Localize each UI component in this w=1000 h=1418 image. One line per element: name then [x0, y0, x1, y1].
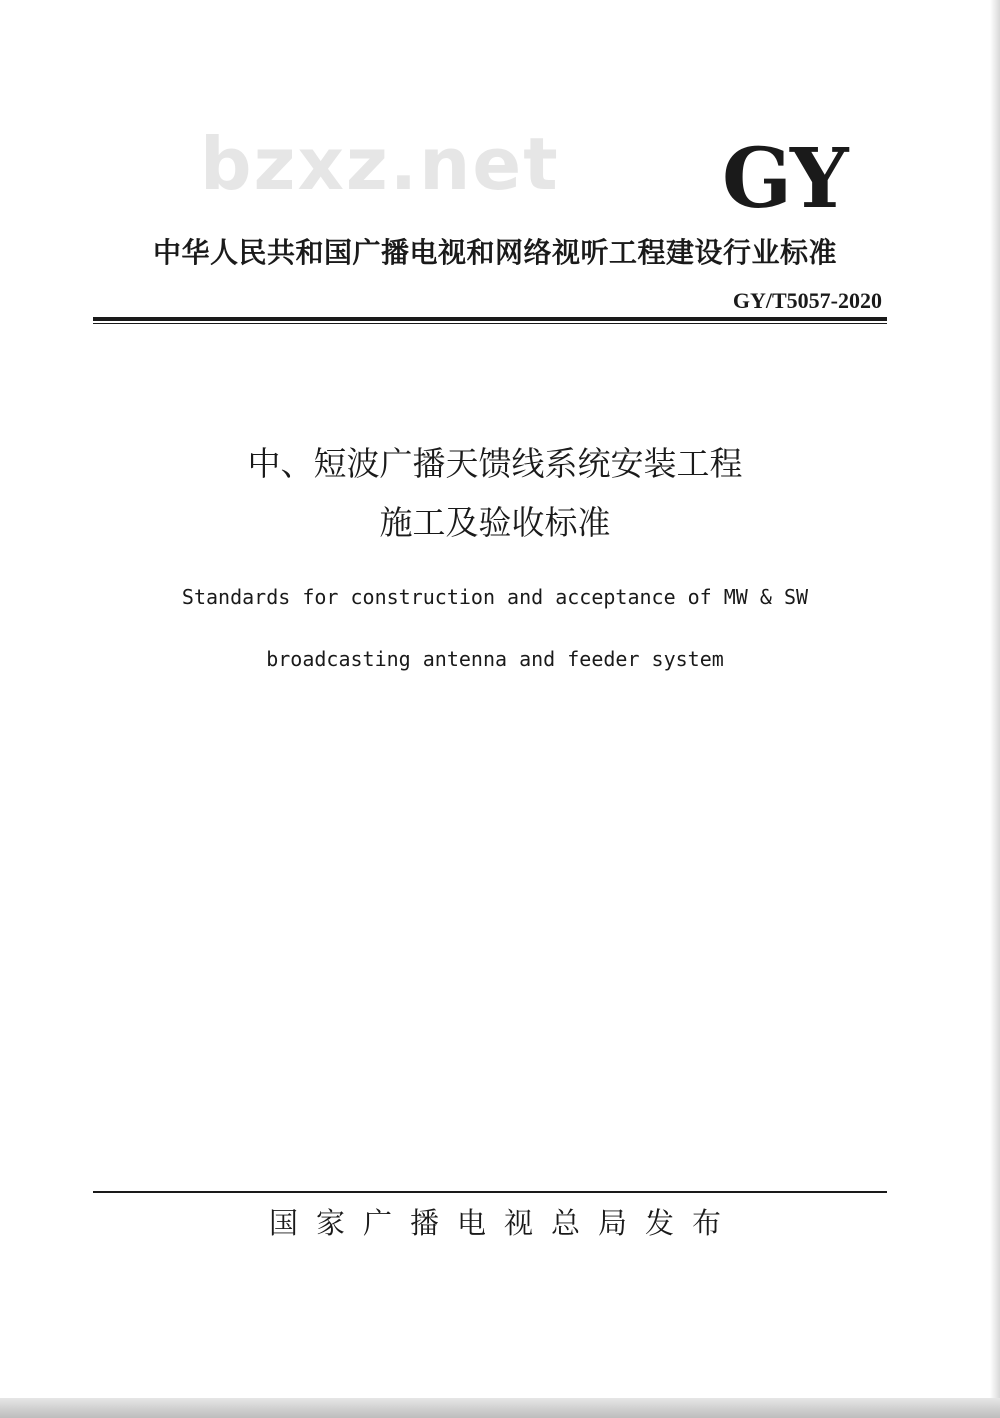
gy-logo: GY	[722, 131, 847, 227]
header-rule-thick	[93, 317, 887, 321]
title-cn-line2: 施工及验收标准	[379, 503, 611, 542]
title-cn-line1: 中、短波广播天馈线系统安装工程	[247, 444, 743, 483]
footer-rule	[93, 1191, 887, 1193]
standard-code: GY/T5057-2020	[732, 288, 882, 313]
publisher: 国家广播电视总局发布	[268, 1206, 739, 1240]
scan-bottom-strip	[0, 1398, 1000, 1418]
title-en-line1: Standards for construction and acceptance of MW & SW	[181, 585, 809, 609]
header-rule-thin	[93, 323, 887, 324]
standard-category: 中华人民共和国广播电视和网络视听工程建设行业标准	[152, 236, 837, 269]
watermark: bzxz.net	[200, 122, 560, 206]
page-edge-shadow	[990, 0, 1000, 1418]
title-en-line2: broadcasting antenna and feeder system	[266, 647, 724, 671]
